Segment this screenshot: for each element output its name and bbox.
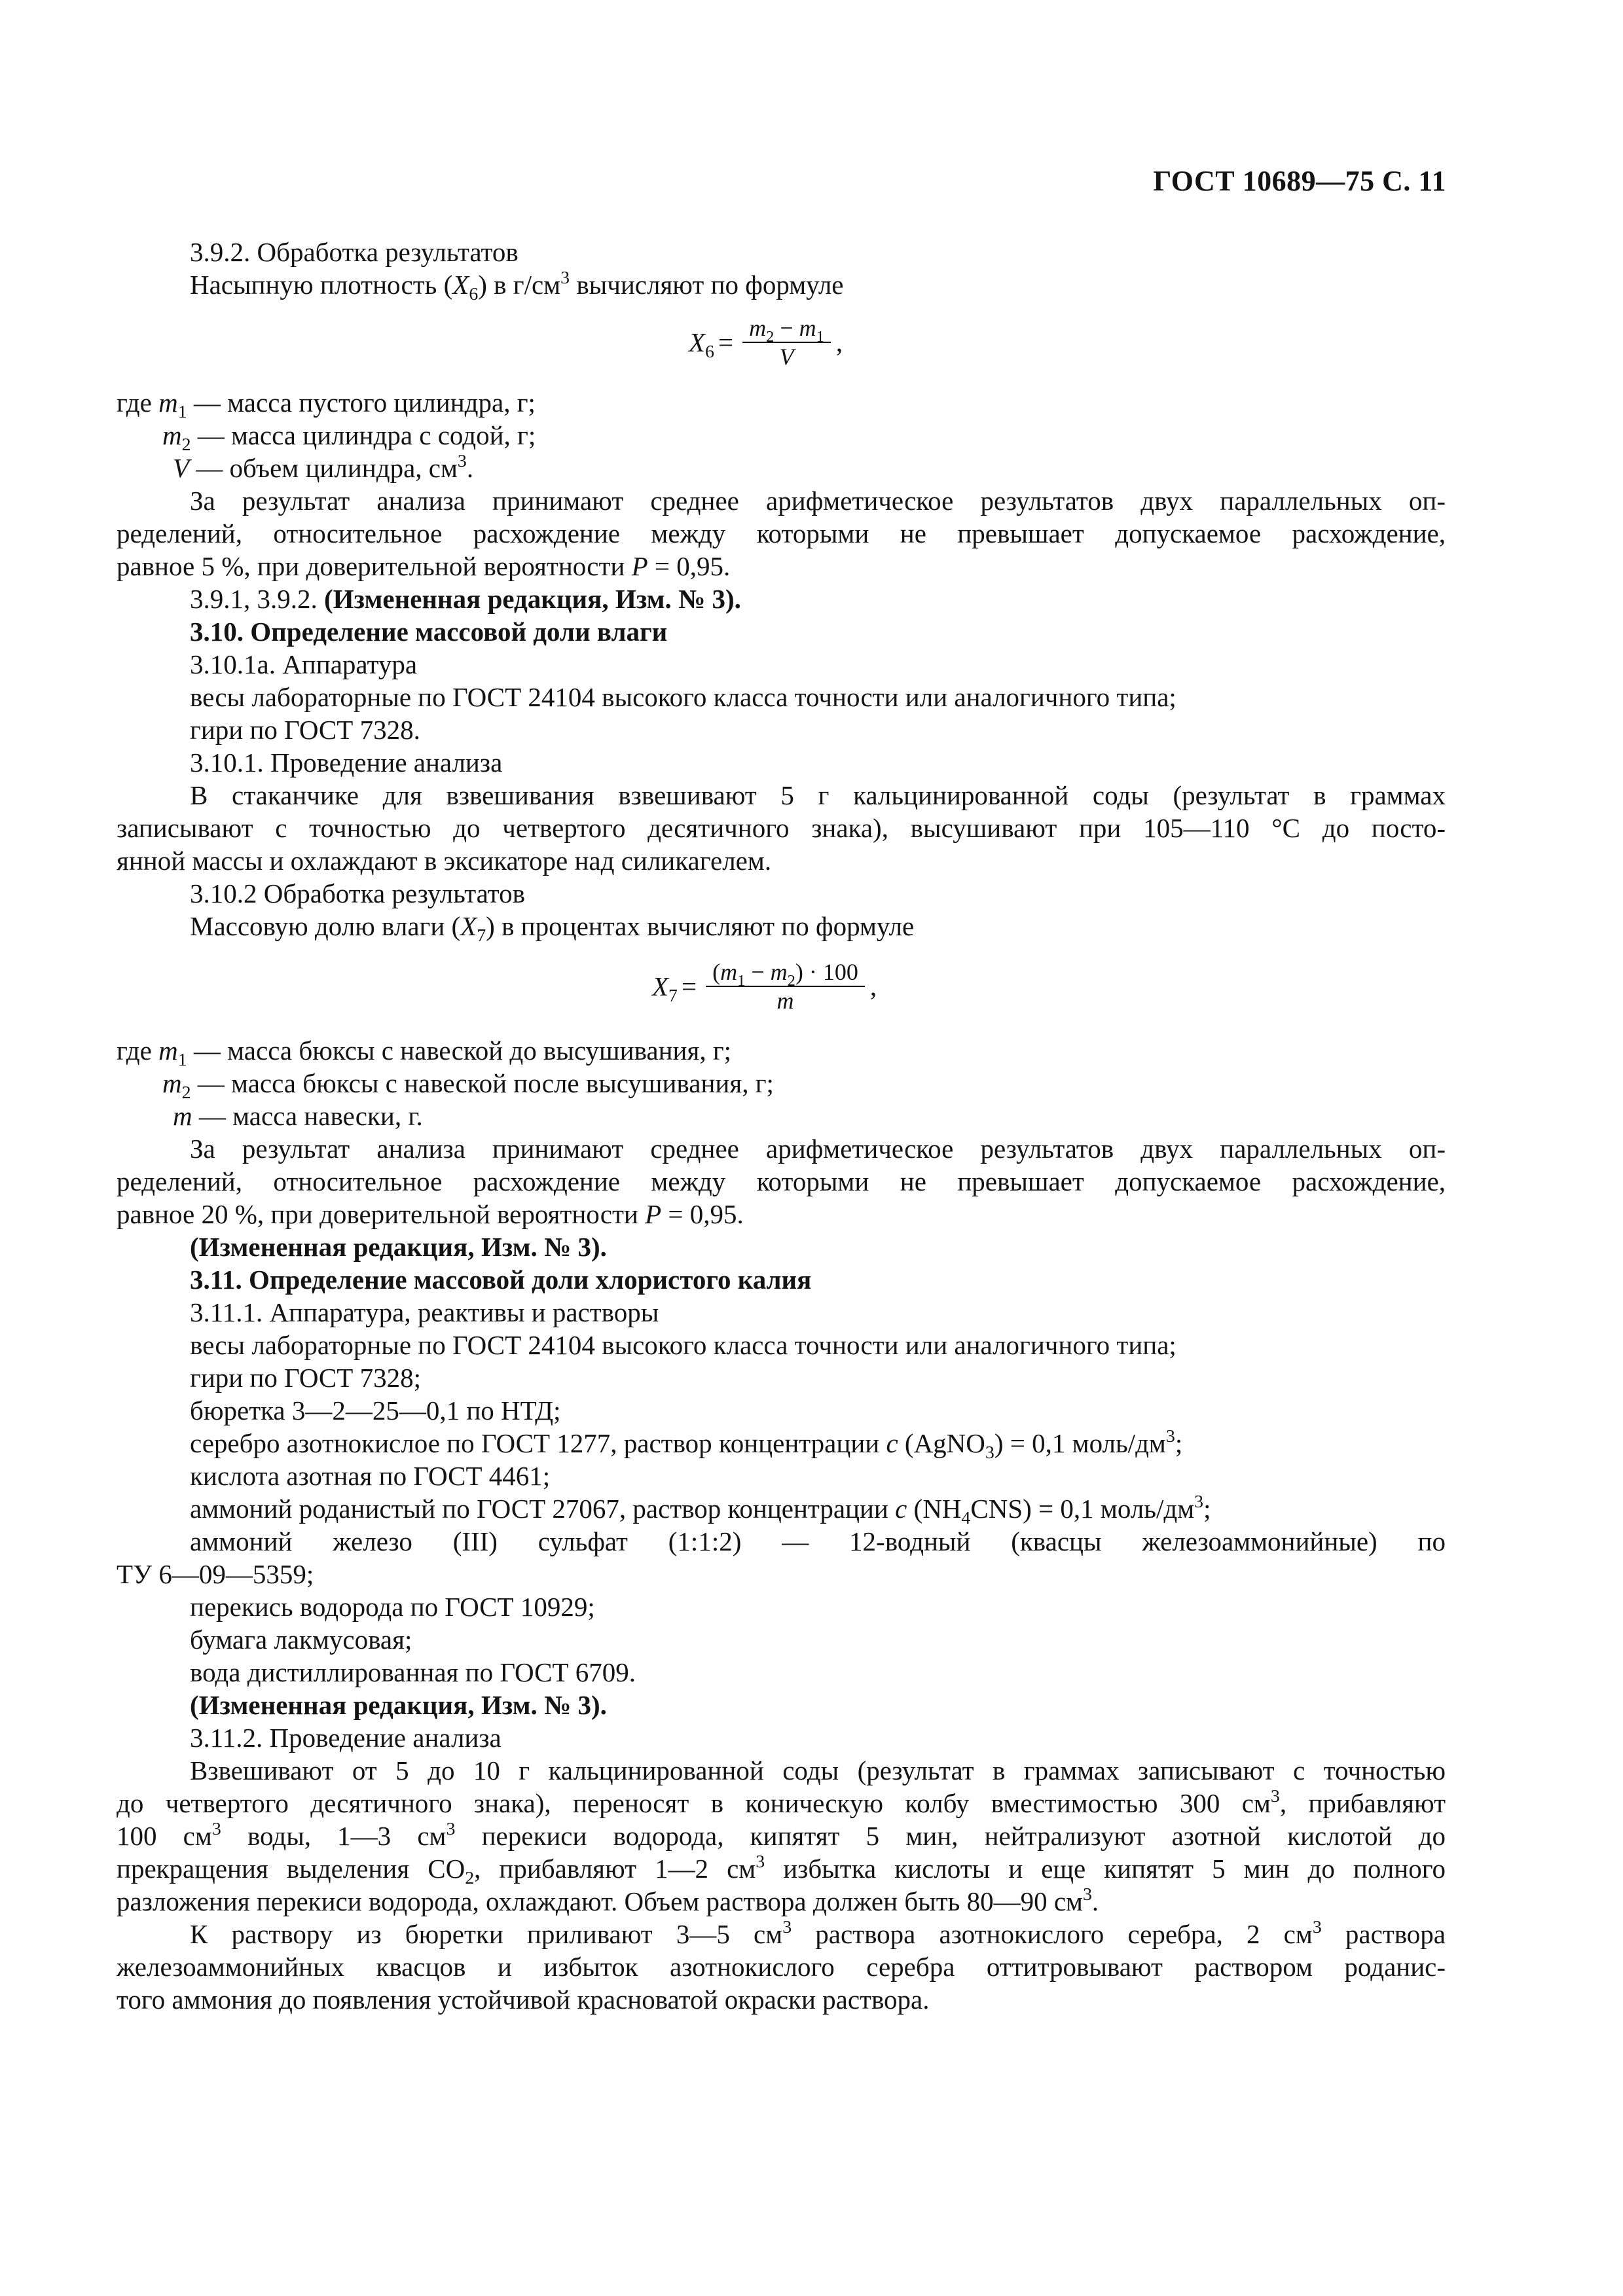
list-item: бумага лакмусовая; xyxy=(190,1624,412,1655)
list-item: весы лабораторные по ГОСТ 24104 высокого класса точности или аналогичного типа; xyxy=(190,1330,1176,1360)
formula-moisture: $X_7$ = $\frac{(m_1 - m_2) \cdot 100}{m}$ , xyxy=(652,959,877,1014)
list-item: перекись водорода по ГОСТ 10929; xyxy=(190,1592,595,1622)
list-item: серебро азотнокислое по ГОСТ 1277, раствор концентрации с (AgNO$_3$) = 0,1 моль/$дм^3$; xyxy=(190,1426,1183,1463)
fraction: $\frac{m_2 - m_1}{V}$ xyxy=(742,314,831,370)
paragraph: того аммония до появления устойчивой красноватой окраски раствора. xyxy=(117,1984,930,2015)
section-3-11-heading: 3.11. Определение массовой доли хлористого калия xyxy=(190,1265,812,1295)
list-item: весы лабораторные по ГОСТ 24104 высокого класса точности или аналогичного типа; xyxy=(190,682,1176,712)
legend-line: $m_2$ — масса цилиндра с содой, г; xyxy=(162,420,536,455)
paragraph: записывают с точностью до четвертого десятичного знака), высушивают при 105—110 °С до посто- xyxy=(117,813,1446,843)
legend-line: V — объем цилиндра, $см^3$. xyxy=(173,451,474,483)
subsection-heading: 3.10.2 Обработка результатов xyxy=(190,878,526,908)
fraction: $\frac{(m_1 - m_2) \cdot 100}{m}$ xyxy=(706,958,865,1014)
legend-line: $m_2$ — масса бюксы с навеской после высушивания, г; xyxy=(162,1068,774,1103)
paragraph: Взвешивают от 5 до 10 г кальцинированной соды (результат в граммах записывают с точностью xyxy=(190,1755,1446,1785)
section-3-10-heading: 3.10. Определение массовой доли влаги xyxy=(190,617,668,647)
list-item: вода дистиллированная по ГОСТ 6709. xyxy=(190,1657,636,1687)
list-item: аммоний железо (III) сульфат (1:1:2) — 12-водный (квасцы железоаммонийные) по xyxy=(190,1526,1446,1556)
paragraph: ределений, относительное расхождение между которыми не превышает допускаемое расхождение, xyxy=(117,1166,1446,1196)
amendment-note: (Измененная редакция, Изм. № 3). xyxy=(190,1232,607,1262)
legend-line: где $m_1$ — масса бюксы с навеской до высушивания, г; xyxy=(117,1035,732,1070)
paragraph: ределений, относительное расхождение между которыми не превышает допускаемое расхождение, xyxy=(117,518,1446,548)
paragraph: 100 $см^3$ воды, 1—3 $см^3$ перекиси водорода, кипятят 5 мин, нейтрализуют азотной кислотой до xyxy=(117,1819,1446,1851)
paragraph: равное 5 %, при доверительной вероятности Р = 0,95. xyxy=(117,551,731,581)
paragraph: железоаммонийных квасцов и избыток азотнокислого серебра оттитровывают раствором роданис- xyxy=(117,1952,1446,1982)
list-item: гири по ГОСТ 7328. xyxy=(190,715,420,745)
document-body xyxy=(117,236,1446,2016)
paragraph: За результат анализа принимают среднее арифметическое результатов двух параллельных оп- xyxy=(190,486,1446,516)
amendment-note: (Измененная редакция, Изм. № 3). xyxy=(190,1690,607,1720)
paragraph: янной массы и охлаждают в эксикаторе над силикагелем. xyxy=(117,846,772,876)
subsection-heading: 3.10.1а. Аппаратура xyxy=(190,649,418,679)
paragraph: Насыпную плотность $(X_6)$ в $г/см^3$ вычисляют по формуле xyxy=(190,268,844,304)
subsection-heading: 3.10.1. Проведение анализа xyxy=(190,747,503,778)
paragraph: равное 20 %, при доверительной вероятности Р = 0,95. xyxy=(117,1199,744,1229)
paragraph: до четвертого десятичного знака), переносят в коническую колбу вместимостью 300 $см^3$, прибавляют xyxy=(117,1786,1446,1818)
subsection-heading: 3.11.2. Проведение анализа xyxy=(190,1723,501,1753)
legend-line: где $m_1$ — масса пустого цилиндра, г; xyxy=(117,387,536,422)
paragraph: Массовую долю влаги $(X_7)$ в процентах вычисляют по формуле xyxy=(190,911,915,946)
subsection-heading: 3.11.1. Аппаратура, реактивы и растворы xyxy=(190,1297,659,1327)
paragraph: разложения перекиси водорода, охлаждают. Объем раствора должен быть 80—90 $см^3$. xyxy=(117,1884,1099,1916)
list-item: ТУ 6—09—5359; xyxy=(117,1559,314,1589)
list-item: кислота азотная по ГОСТ 4461; xyxy=(190,1461,551,1491)
list-item: гири по ГОСТ 7328; xyxy=(190,1363,421,1393)
legend-line: m — масса навески, г. xyxy=(173,1101,423,1131)
list-item: аммоний роданистый по ГОСТ 27067, раствор концентрации с $(NH_4CNS) = 0,1$ моль/$дм^3$; xyxy=(190,1492,1211,1528)
running-header: ГОСТ 10689—75 С. 11 xyxy=(1153,165,1446,197)
section-3-9-2-heading: 3.9.2. Обработка результатов xyxy=(190,237,519,267)
paragraph: За результат анализа принимают среднее арифметическое результатов двух параллельных оп- xyxy=(190,1134,1446,1164)
paragraph: прекращения выделения $СО_2$, прибавляют 1—2 $см^3$ избытка кислоты и еще кипятят 5 мин до полного xyxy=(117,1852,1446,1888)
list-item: бюретка 3—2—25—0,1 по НТД; xyxy=(190,1395,561,1426)
paragraph: К раствору из бюретки приливают 3—5 $см^3$ раствора азотнокислого серебра, 2 $см^3$ раствора xyxy=(190,1917,1446,1949)
paragraph: В стаканчике для взвешивания взвешивают 5 г кальцинированной соды (результат в граммах xyxy=(190,780,1446,810)
amendment-note: 3.9.1, 3.9.2. (Измененная редакция, Изм. № 3). xyxy=(190,584,741,614)
formula-bulk-density: $X_6$ = $\frac{m_2 - m_1}{V}$ , xyxy=(689,315,843,370)
